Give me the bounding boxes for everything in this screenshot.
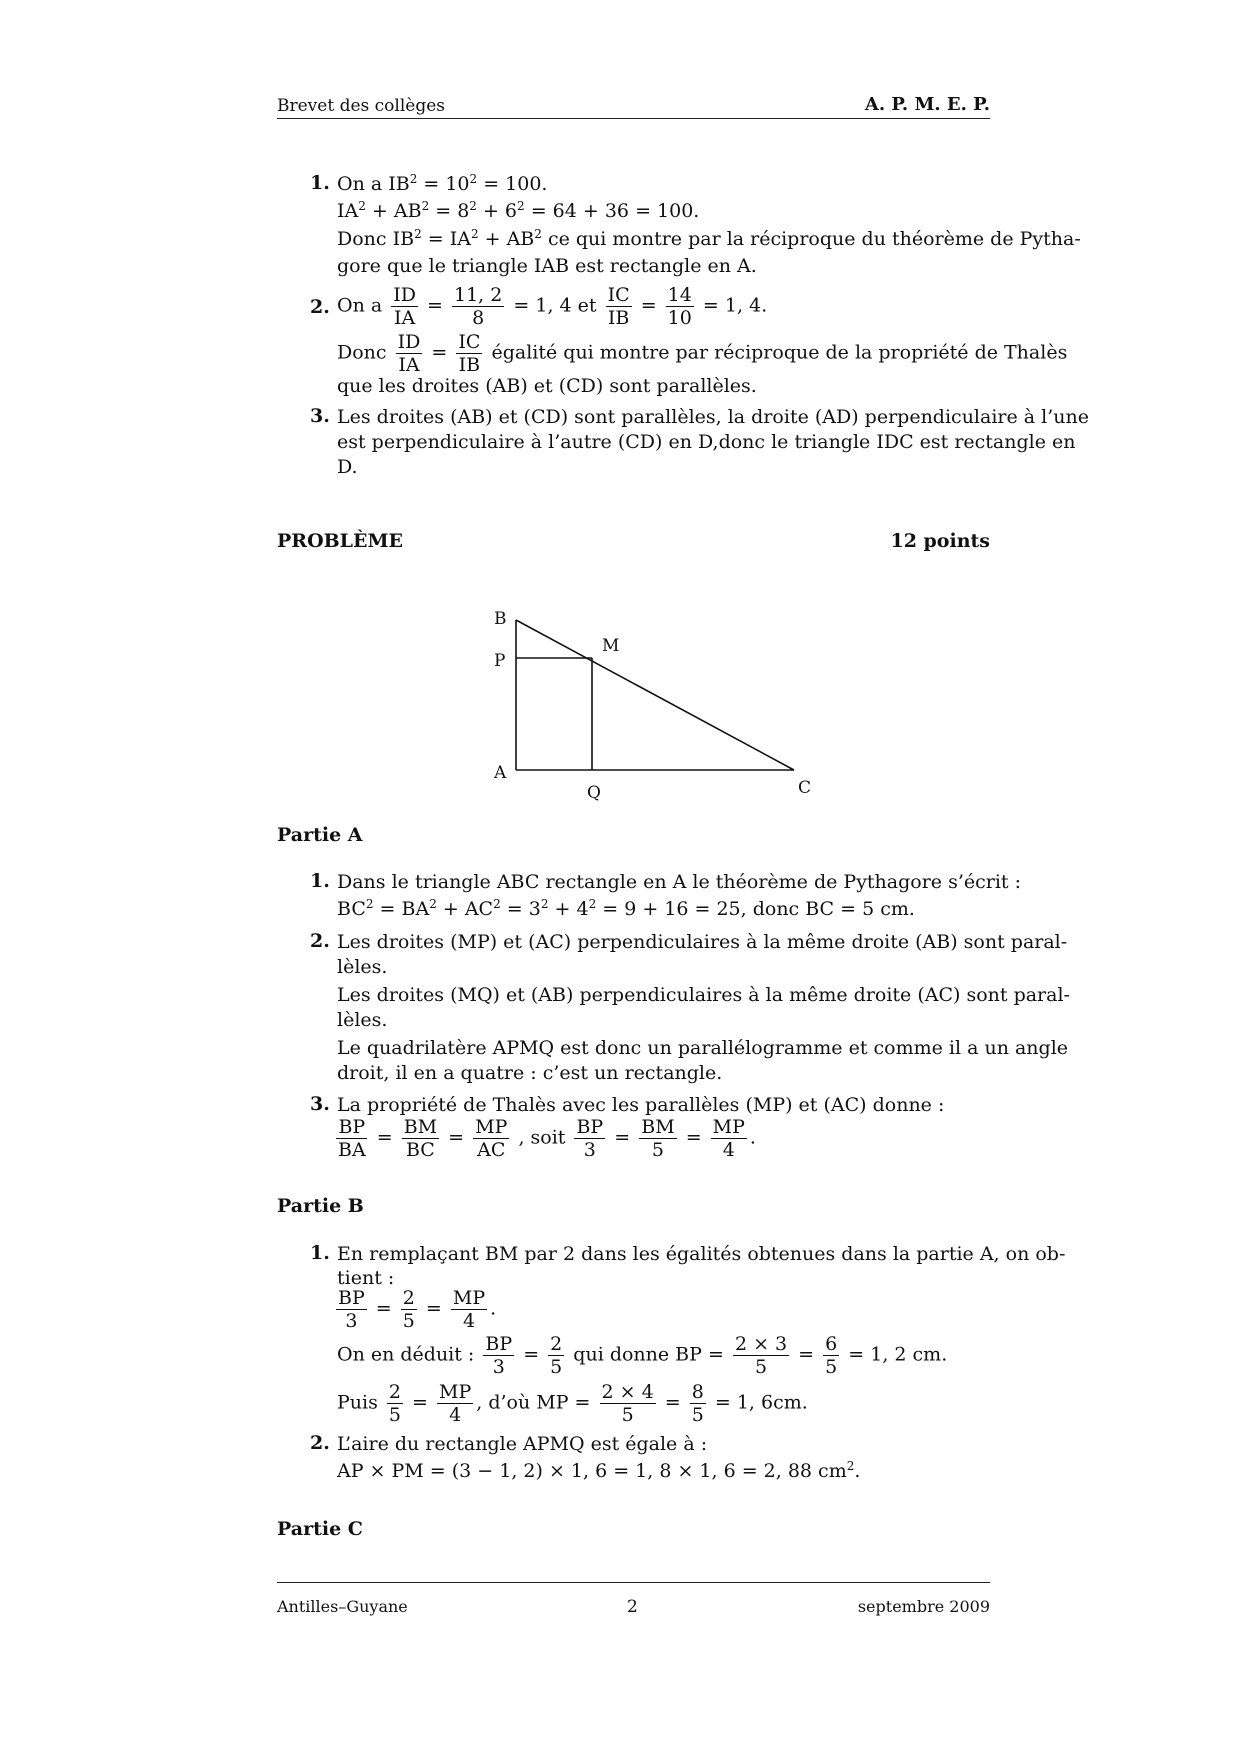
intro-q3-line1: Les droites (AB) et (CD) sont parallèles, la droite (AD) perpendiculaire à l’une	[337, 406, 1089, 428]
label-M: M	[602, 636, 620, 656]
header-left: Brevet des collèges	[277, 96, 446, 116]
intro-q2-line2: Donc $\frac{ID}{IA}$ = $\frac{IC}{IB}$ égalité qui montre par réciproque de la propriété de Thalès	[337, 331, 1068, 376]
fraction: $\frac{ID}{IA}$	[397, 331, 421, 376]
partA-title: Partie A	[277, 824, 363, 846]
fraction: $\frac{BP}{BA}$	[338, 1116, 366, 1161]
item-number: 1.	[310, 172, 330, 194]
triangle-figure	[480, 600, 840, 810]
fraction: $\frac{11, 2}{8}$	[454, 284, 503, 329]
header-rule	[277, 118, 990, 119]
partA-q2-line3: Les droites (MQ) et (AB) perpendiculaires à la même droite (AC) sont paral-	[337, 984, 1070, 1006]
partB-q2-line2: AP × PM = (3 − 1, 2) × 1, 6 = 1, 8 × 1, 6 = 2, 88 $cm^2$.	[337, 1459, 861, 1482]
partA-q2-line5: Le quadrilatère APMQ est donc un parallélogramme et comme il a un angle	[337, 1037, 1069, 1059]
intro-q3-line2: est perpendiculaire à l’autre (CD) en D,donc le triangle IDC est rectangle en	[337, 431, 1076, 453]
footer-rule	[277, 1582, 990, 1583]
item-number: 3.	[310, 405, 330, 427]
fraction: $\frac{2}{5}$	[402, 1287, 415, 1332]
fraction: $\frac{8}{5}$	[691, 1381, 704, 1426]
label-Q: Q	[587, 783, 601, 803]
footer-page-number: 2	[627, 1597, 638, 1617]
partB-q2-line1: L’aire du rectangle APMQ est égale à :	[337, 1433, 708, 1455]
partA-q1-line2: $BC^2 = BA^2 + AC^2 = 3^2 + 4^2 = 9 + 16 = 25$, donc BC = 5 cm.	[337, 897, 915, 920]
probleme-points: 12 points	[890, 530, 990, 552]
fraction: $\frac{2 \times 4}{5}$	[601, 1381, 654, 1426]
partB-q1-line1: En remplaçant BM par 2 dans les égalités obtenues dans la partie A, on ob-	[337, 1243, 1066, 1265]
partB-q1-line2: tient :	[337, 1267, 395, 1289]
intro-q2-line1: On a $\frac{ID}{IA}$ = $\frac{11, 2}{8}$ = 1, 4 et $\frac{IC}{IB}$ = $\frac{14}{10}$ = 1, 4.	[337, 284, 768, 329]
fraction: $\frac{IC}{IB}$	[607, 284, 630, 329]
item-number: 2.	[310, 1432, 330, 1454]
partA-q2-line6: droit, il en a quatre : c’est un rectangle.	[337, 1062, 723, 1084]
partA-q2-line1: Les droites (MP) et (AC) perpendiculaires à la même droite (AB) sont paral-	[337, 931, 1068, 953]
intro-q1-line3: Donc $IB^2 = IA^2 + AB^2$ ce qui montre par la réciproque du théorème de Pytha-	[337, 227, 1081, 250]
fraction: $\frac{ID}{IA}$	[393, 284, 416, 329]
intro-q3-line3: D.	[337, 456, 358, 478]
fraction: $\frac{BM}{BC}$	[403, 1116, 438, 1161]
header-right: A. P. M. E. P.	[864, 94, 990, 115]
partB-q1-line3: $\frac{BP}{3}$ = $\frac{2}{5}$ = $\frac{MP}{4}$ .	[338, 1287, 497, 1332]
fraction: $\frac{BP}{3}$	[485, 1333, 513, 1378]
partA-q2-line4: lèles.	[337, 1009, 388, 1031]
fraction: $\frac{6}{5}$	[825, 1333, 838, 1378]
fraction: $\frac{2}{5}$	[388, 1381, 401, 1426]
intro-q1-line1: On a $IB^2 = 10^2 = 100$.	[337, 172, 548, 195]
footer-right: septembre 2009	[857, 1597, 990, 1616]
intro-q1-line2: $IA^2 + AB^2 = 8^2 + 6^2 = 64 + 36 = 100$.	[337, 199, 700, 222]
partB-q1-line4: On en déduit : $\frac{BP}{3}$ = $\frac{2}{5}$ qui donne BP = $\frac{2 \times 3}{5}$ = $\frac{6}{5}$ = 1, 2 cm.	[337, 1333, 948, 1378]
footer-left: Antilles–Guyane	[277, 1597, 408, 1616]
probleme-title: PROBLÈME	[277, 530, 404, 552]
intro-q1-line4: gore que le triangle IAB est rectangle en A.	[337, 255, 757, 277]
fraction: $\frac{2 \times 3}{5}$	[734, 1333, 788, 1378]
fraction: $\frac{BP}{3}$	[338, 1287, 365, 1332]
fraction: $\frac{BM}{5}$	[641, 1116, 675, 1161]
fraction: $\frac{2}{5}$	[550, 1333, 563, 1378]
fraction: $\frac{MP}{4}$	[452, 1287, 486, 1332]
label-C: C	[798, 778, 812, 798]
label-B: B	[494, 609, 507, 629]
partB-title: Partie B	[277, 1195, 364, 1217]
label-P: P	[494, 651, 506, 671]
item-number: 3.	[310, 1093, 330, 1115]
fraction: $\frac{IC}{IB}$	[458, 331, 481, 376]
segment-BC	[516, 620, 794, 770]
partA-q3-line2: $\frac{BP}{BA}$ = $\frac{BM}{BC}$ = $\frac{MP}{AC}$ , soit $\frac{BP}{3}$ = $\frac{BM}{5}$ = $\frac{MP}{4}$ .	[338, 1116, 756, 1161]
partA-q3-line1: La propriété de Thalès avec les parallèles (MP) et (AC) donne :	[337, 1094, 945, 1116]
partB-q1-line5: Puis $\frac{2}{5}$ = $\frac{MP}{4}$ , d’où MP = $\frac{2 \times 4}{5}$ = $\frac{8}{5}$ = 1, 6cm.	[337, 1381, 808, 1426]
partC-title: Partie C	[277, 1518, 363, 1540]
fraction: $\frac{MP}{AC}$	[475, 1116, 508, 1161]
fraction: $\frac{MP}{4}$	[439, 1381, 472, 1426]
partA-q2-line2: lèles.	[337, 956, 388, 978]
item-number: 1.	[310, 870, 330, 892]
item-number: 2.	[310, 296, 330, 318]
item-number: 2.	[310, 930, 330, 952]
fraction: $\frac{MP}{4}$	[712, 1116, 745, 1161]
fraction: $\frac{BP}{3}$	[576, 1116, 604, 1161]
item-number: 1.	[310, 1242, 330, 1264]
intro-q2-line3: que les droites (AB) et (CD) sont parallèles.	[337, 375, 757, 397]
fraction: $\frac{14}{10}$	[667, 284, 692, 329]
label-A: A	[494, 763, 507, 783]
partA-q1-line1: Dans le triangle ABC rectangle en A le théorème de Pythagore s’écrit :	[337, 871, 1021, 893]
